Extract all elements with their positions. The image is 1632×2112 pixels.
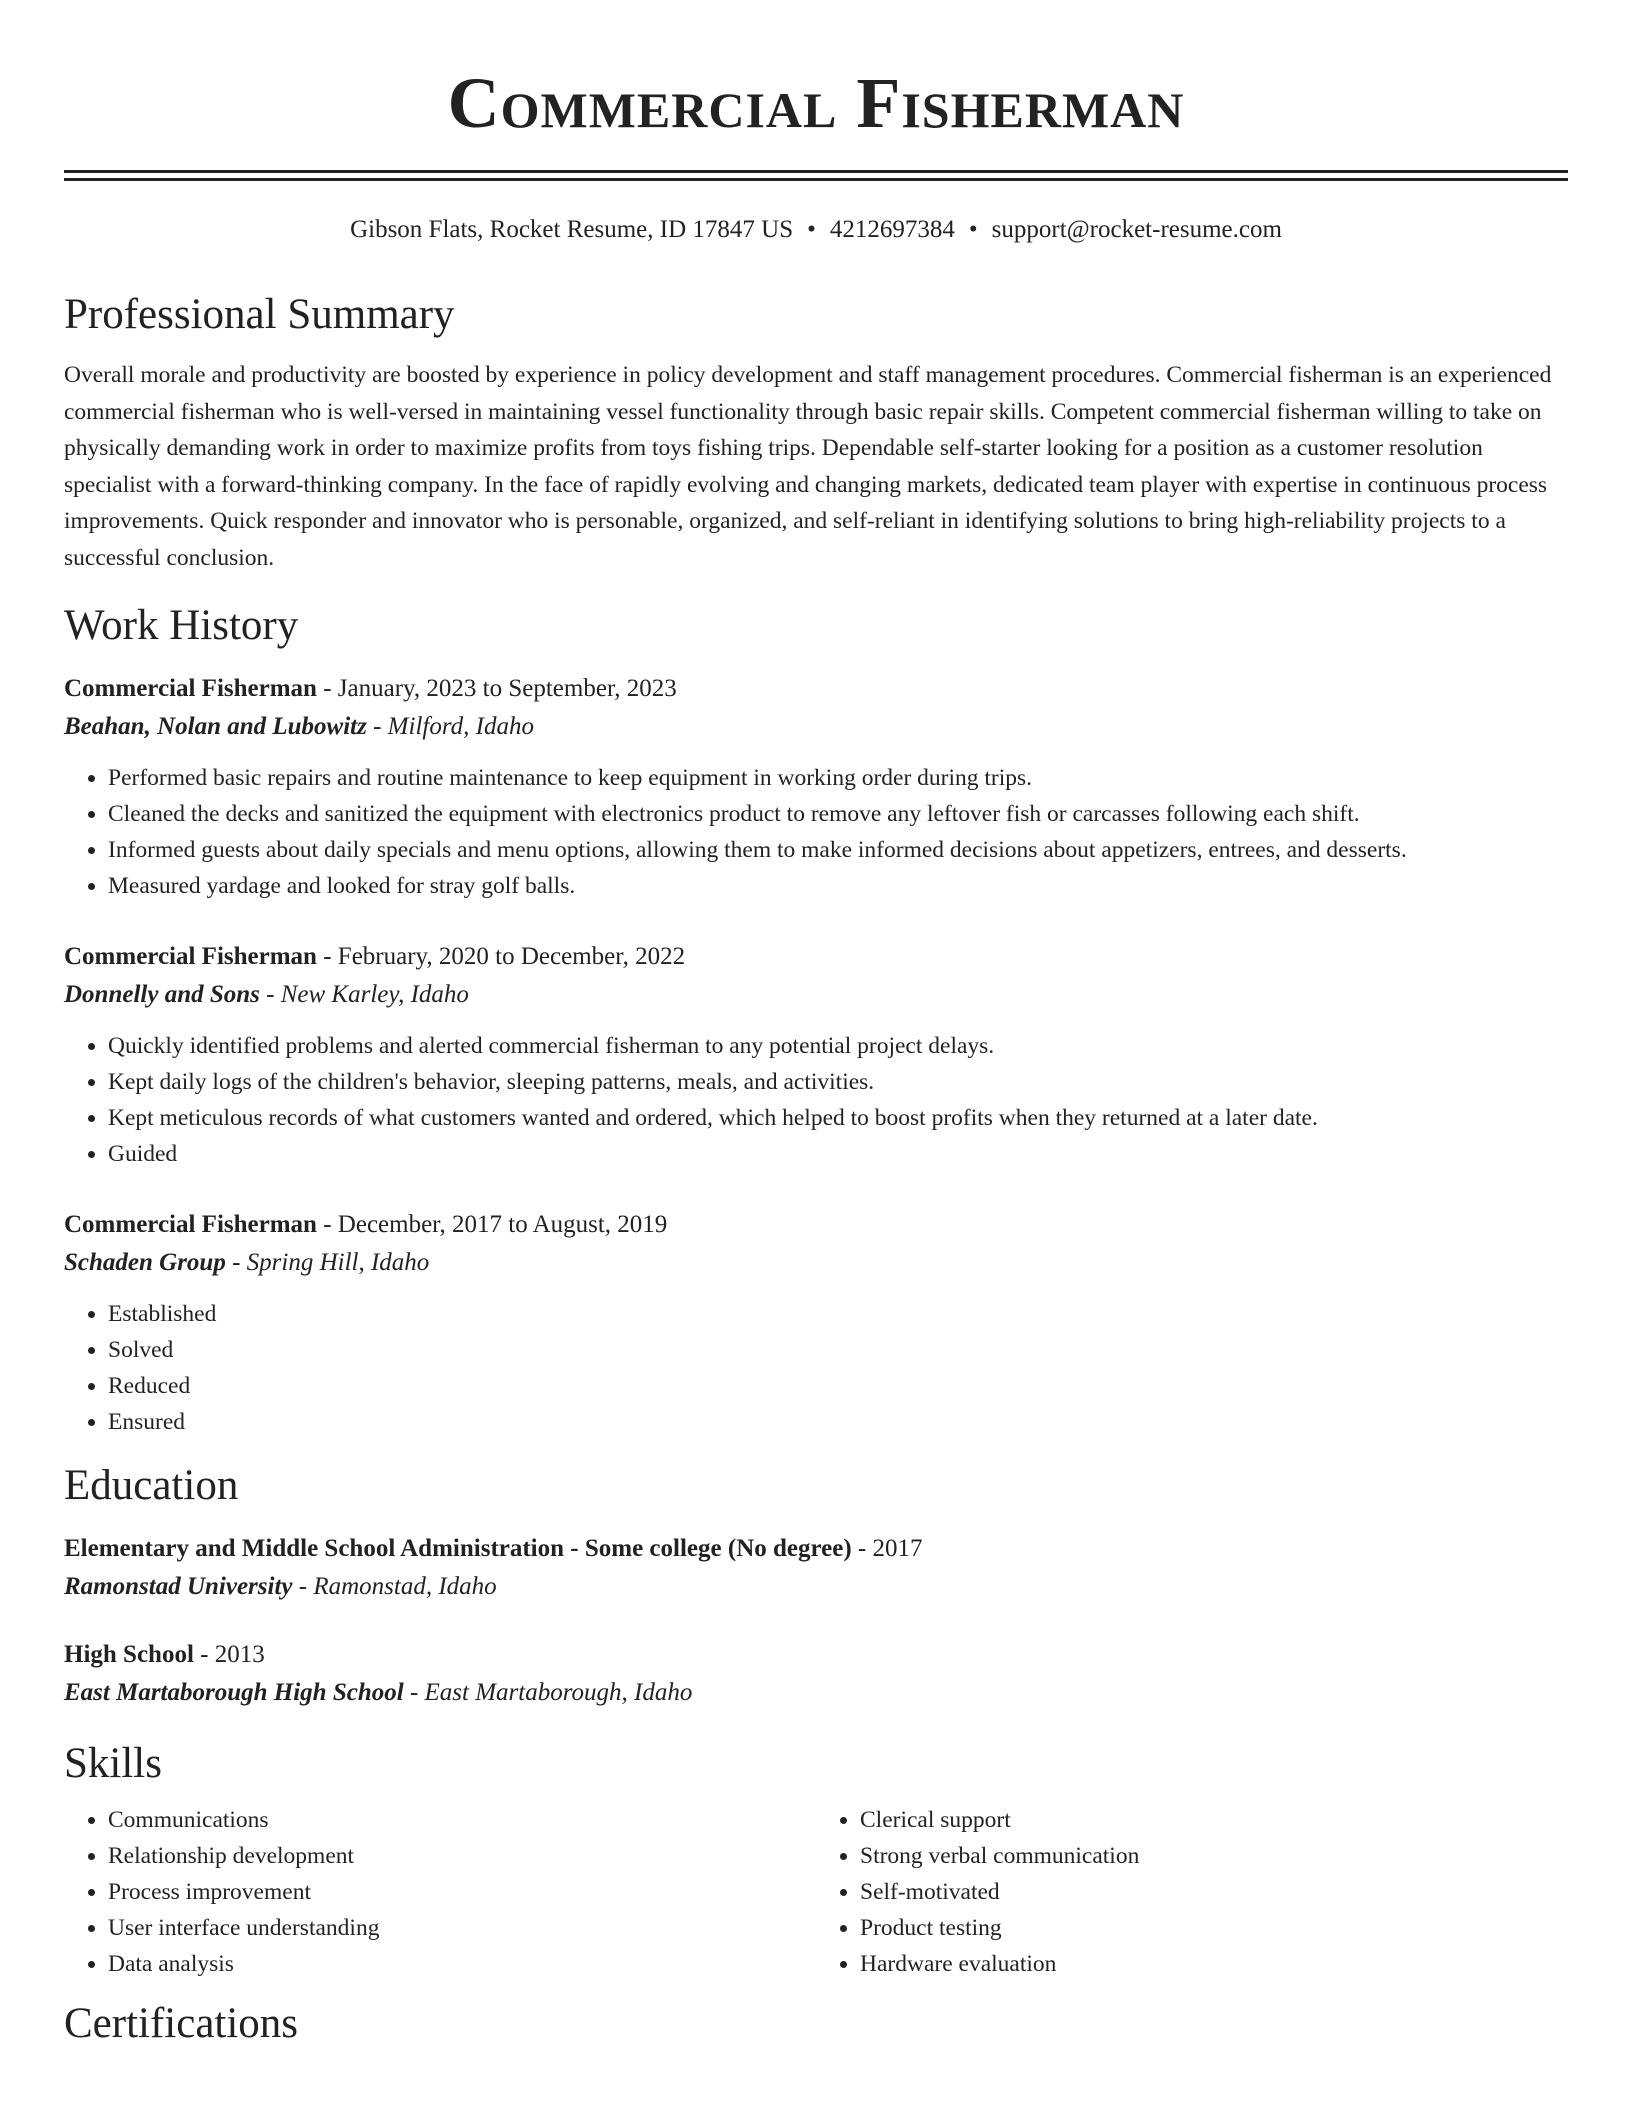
skill-item: • User interface understanding bbox=[108, 1910, 816, 1946]
section-heading: Work History bbox=[64, 602, 299, 649]
skill-item: • Hardware evaluation bbox=[860, 1946, 1568, 1982]
contact-address: Gibson Flats, Rocket Resume, ID 17847 US bbox=[350, 216, 794, 243]
skill-item: • Self-motivated bbox=[860, 1874, 1568, 1910]
education-school-line bbox=[64, 1568, 1568, 1606]
job-location: - Milford, Idaho bbox=[366, 713, 534, 740]
skill-item: • Strong verbal communication bbox=[860, 1838, 1568, 1874]
skill-item: • Product testing bbox=[860, 1910, 1568, 1946]
skill-item: • Process improvement bbox=[108, 1874, 816, 1910]
contact-line bbox=[64, 213, 1568, 247]
job-dates: - February, 2020 to December, 2022 bbox=[316, 943, 686, 970]
job-bullet: • Solved bbox=[108, 1332, 1568, 1368]
skill-item: • Communications bbox=[108, 1802, 816, 1838]
skills-column-left bbox=[64, 1802, 816, 1982]
section-heading: Certifications bbox=[64, 2000, 299, 2047]
skills-grid bbox=[64, 1802, 1568, 1982]
job-company: Donnelly and Sons bbox=[64, 981, 260, 1008]
job-location: - New Karley, Idaho bbox=[259, 981, 469, 1008]
education-degree-line bbox=[64, 1530, 1568, 1568]
job-bullet: • Reduced bbox=[108, 1368, 1568, 1404]
skills-column-right bbox=[816, 1802, 1568, 1982]
section-heading: Professional Summary bbox=[64, 291, 455, 338]
contact-email: support@rocket-resume.com bbox=[991, 216, 1282, 243]
contact-phone: 4212697384 bbox=[829, 216, 955, 243]
skill-item: • Data analysis bbox=[108, 1946, 816, 1982]
education-year: - 2013 bbox=[193, 1641, 265, 1668]
job-bullet: • Established bbox=[108, 1296, 1568, 1332]
job-entry bbox=[64, 1206, 1568, 1440]
section-work-history bbox=[64, 598, 1568, 1440]
education-degree: Elementary and Middle School Administration - Some college (No degree) bbox=[64, 1535, 852, 1562]
education-school-line bbox=[64, 1674, 1568, 1712]
job-title-line bbox=[64, 670, 1568, 708]
job-entry bbox=[64, 670, 1568, 904]
job-location: - Spring Hill, Idaho bbox=[225, 1249, 430, 1276]
job-bullet: • Kept meticulous records of what customers wanted and ordered, which helped to boost profits when they returned at a later date. bbox=[108, 1100, 1568, 1136]
job-bullet: • Measured yardage and looked for stray golf balls. bbox=[108, 868, 1568, 904]
section-education bbox=[64, 1458, 1568, 1712]
job-bullet: • Cleaned the decks and sanitized the equipment with electronics product to remove any leftover fish or carcasses following each shift. bbox=[108, 796, 1568, 832]
contact-separator: • bbox=[807, 216, 816, 243]
job-company: Beahan, Nolan and Lubowitz bbox=[64, 713, 367, 740]
job-bullet: • Informed guests about daily specials and menu options, allowing them to make informed decisions about appetizers, entrees, and desserts. bbox=[108, 832, 1568, 868]
education-entry bbox=[64, 1636, 1568, 1712]
education-location: - Ramonstad, Idaho bbox=[292, 1573, 497, 1600]
education-school: Ramonstad University bbox=[64, 1573, 293, 1600]
education-degree-line bbox=[64, 1636, 1568, 1674]
section-certifications bbox=[64, 1996, 1568, 2052]
contact-separator: • bbox=[968, 216, 978, 243]
job-company: Schaden Group bbox=[64, 1249, 226, 1276]
education-location: - East Martaborough, Idaho bbox=[403, 1679, 693, 1706]
job-title: Commercial Fisherman bbox=[64, 1211, 317, 1238]
job-title: Commercial Fisherman bbox=[64, 943, 317, 970]
section-heading: Skills bbox=[64, 1740, 162, 1787]
education-year: - 2017 bbox=[851, 1535, 923, 1562]
education-school: East Martaborough High School bbox=[64, 1679, 404, 1706]
job-bullet: • Kept daily logs of the children's behavior, sleeping patterns, meals, and activities. bbox=[108, 1064, 1568, 1100]
job-bullets bbox=[64, 1028, 1568, 1172]
job-bullet: • Ensured bbox=[108, 1404, 1568, 1440]
job-bullet: • Performed basic repairs and routine maintenance to keep equipment in working order during trips. bbox=[108, 760, 1568, 796]
job-dates: - December, 2017 to August, 2019 bbox=[316, 1211, 668, 1238]
header-double-rule bbox=[64, 170, 1568, 181]
job-entry bbox=[64, 938, 1568, 1172]
resume-page bbox=[64, 0, 1568, 2052]
job-title: Commercial Fisherman bbox=[64, 675, 317, 702]
skill-item: • Relationship development bbox=[108, 1838, 816, 1874]
job-bullet: • Quickly identified problems and alerted commercial fisherman to any potential project delays. bbox=[108, 1028, 1568, 1064]
job-bullet: • Guided bbox=[108, 1136, 1568, 1172]
job-dates: - January, 2023 to September, 2023 bbox=[316, 675, 677, 702]
section-professional-summary bbox=[64, 287, 1568, 576]
job-bullets bbox=[64, 1296, 1568, 1440]
job-company-line bbox=[64, 708, 1568, 746]
skill-item: • Clerical support bbox=[860, 1802, 1568, 1838]
section-heading: Education bbox=[64, 1462, 239, 1509]
resume-name: Commercial Fisherman bbox=[447, 63, 1185, 143]
section-skills bbox=[64, 1736, 1568, 1982]
job-company-line bbox=[64, 1244, 1568, 1282]
education-entry bbox=[64, 1530, 1568, 1606]
job-title-line bbox=[64, 1206, 1568, 1244]
job-company-line bbox=[64, 976, 1568, 1014]
education-degree: High School bbox=[64, 1641, 194, 1668]
job-bullets bbox=[64, 760, 1568, 904]
job-title-line bbox=[64, 938, 1568, 976]
summary-text: Overall morale and productivity are boosted by experience in policy development and staff management procedures. Commercial fisherman is an experienced commercial fisherman who is well-versed in maintaining vessel functionality through basic repair skills. Competent commercial fisherman willing to take on physically demanding work in order to maximize profits from toys fishing trips. Dependable self-starter looking for a position as a customer resolution specialist with a forward-thinking company. In the face of rapidly evolving and changing markets, dedicated team player with expertise in continuous process improvements. Quick responder and innovator who is personable, organized, and self-reliant in identifying solutions to bring high-reliability projects to a successful conclusion. bbox=[64, 362, 1552, 571]
